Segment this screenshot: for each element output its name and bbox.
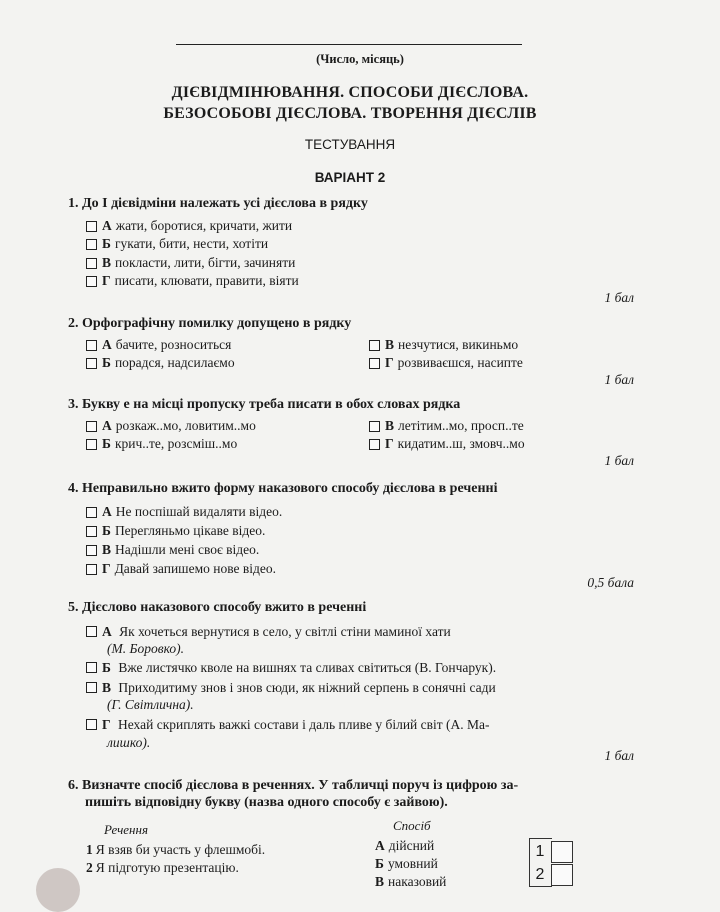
option-letter: А xyxy=(102,337,112,352)
q5-points: 1 бал xyxy=(604,748,634,763)
q5-option-b[interactable] xyxy=(86,658,637,677)
q1-option-a[interactable] xyxy=(86,218,292,234)
question-6-text-line2: пишіть відповідну букву (назва одного способу є зайвою). xyxy=(85,795,448,810)
q4-option-b[interactable] xyxy=(86,523,265,539)
option-text: Не поспішай видаляти відео. xyxy=(115,504,283,519)
mood-text: умовний xyxy=(387,856,438,871)
checkbox-icon[interactable] xyxy=(369,340,380,351)
q5-option-d[interactable] xyxy=(86,715,637,734)
question-1-text: 1. До І дієвідміни належать усі дієслова в рядку xyxy=(68,196,368,211)
option-body xyxy=(102,715,637,734)
checkbox-icon[interactable] xyxy=(86,564,97,575)
checkbox-icon[interactable] xyxy=(86,682,97,693)
q3-option-c[interactable] xyxy=(369,418,524,434)
question-2-text: 2. Орфографічну помилку допущено в рядку xyxy=(68,316,352,331)
q6-mood-a xyxy=(375,838,434,854)
option-letter: В xyxy=(102,680,112,695)
option-text: летітим..мо, просп..те xyxy=(398,418,524,433)
q5-option-a[interactable] xyxy=(86,622,637,641)
option-text: Як хочеться вернутися в село, у світлі стіни маминої хати xyxy=(119,624,451,639)
checkbox-icon[interactable] xyxy=(86,276,97,287)
q2-points: 1 бал xyxy=(604,372,634,387)
date-caption: (Число, місяць) xyxy=(316,52,404,66)
option-letter: Б xyxy=(102,660,111,675)
title-line-2: БЕЗОСОБОВІ ДІЄСЛОВА. ТВОРЕННЯ ДІЄСЛІВ xyxy=(163,105,537,122)
q6-mood-c xyxy=(375,874,446,890)
title-line-1: ДІЄВІДМІНЮВАННЯ. СПОСОБИ ДІЄСЛОВА. xyxy=(171,84,529,101)
checkbox-icon[interactable] xyxy=(86,239,97,250)
option-letter: В xyxy=(385,418,395,433)
option-text: гукати, бити, нести, хотіти xyxy=(114,236,269,251)
q1-option-c[interactable] xyxy=(86,255,295,271)
option-letter: Г xyxy=(102,273,111,288)
checkbox-icon[interactable] xyxy=(86,507,97,518)
checkbox-icon[interactable] xyxy=(369,358,380,369)
col-header-sentences: Речення xyxy=(104,822,148,837)
option-text: писати, клювати, правити, віяти xyxy=(114,273,299,288)
option-letter: Б xyxy=(102,355,111,370)
option-letter: А xyxy=(102,504,112,519)
sentence-text: Я підготую презентацію. xyxy=(95,860,239,875)
q5-option-d-cont: лишко). xyxy=(107,735,151,750)
checkbox-icon[interactable] xyxy=(86,258,97,269)
option-text: Надішли мені своє відео. xyxy=(115,542,260,557)
q2-option-a[interactable] xyxy=(86,337,231,353)
q1-option-b[interactable] xyxy=(86,236,268,252)
option-text: незчутися, викиньмо xyxy=(398,337,519,352)
option-text: Приходитиму знов і знов сюди, як ніжний серпень в сонячні сади xyxy=(118,680,496,695)
q4-option-a[interactable] xyxy=(86,504,282,520)
checkbox-icon[interactable] xyxy=(86,439,97,450)
option-body xyxy=(102,658,637,677)
answer-row-1 xyxy=(529,841,573,863)
q1-option-d[interactable] xyxy=(86,273,299,289)
option-letter: Б xyxy=(102,236,111,251)
option-body xyxy=(102,678,637,697)
option-text: кидатим..ш, змовч..мо xyxy=(397,436,525,451)
option-text: Нехай скриплять важкі состави і даль пливе у білий світ (А. Ма- xyxy=(117,717,490,732)
answer-row-number: 1 xyxy=(535,843,545,860)
testing-heading: ТЕСТУВАННЯ xyxy=(304,137,396,152)
option-letter: В xyxy=(102,255,112,270)
mood-text: дійсний xyxy=(388,838,435,853)
q5-option-c-cont: (Г. Світлична). xyxy=(107,697,194,712)
answer-table xyxy=(529,838,573,889)
q4-option-d[interactable] xyxy=(86,561,276,577)
option-letter: А xyxy=(102,624,112,639)
question-6-text-line1: 6. Визначте спосіб дієслова в реченнях. У табличці поруч із цифрою за- xyxy=(68,778,519,793)
answer-cell-1[interactable] xyxy=(551,841,573,863)
option-text: розвиваєшся, насипте xyxy=(397,355,523,370)
option-text: жати, боротися, кричати, жити xyxy=(115,218,293,233)
option-letter: Г xyxy=(385,355,394,370)
option-text: крич..те, розсміш..мо xyxy=(114,436,238,451)
checkbox-icon[interactable] xyxy=(369,421,380,432)
option-letter: Б xyxy=(102,523,111,538)
question-3-text: 3. Букву е на місці пропуску треба писати в обох словах рядка xyxy=(68,397,461,412)
answer-row-2 xyxy=(529,864,573,886)
col-header-mood: Спосіб xyxy=(393,818,431,833)
option-letter: Г xyxy=(385,436,394,451)
option-letter: Г xyxy=(102,717,111,732)
q2-option-b[interactable] xyxy=(86,355,235,371)
sentence-number: 2 xyxy=(86,860,93,875)
mood-letter: Б xyxy=(375,856,384,871)
checkbox-icon[interactable] xyxy=(86,421,97,432)
q3-option-b[interactable] xyxy=(86,436,237,452)
option-text: бачите, розноситься xyxy=(115,337,232,352)
checkbox-icon[interactable] xyxy=(86,626,97,637)
option-letter: В xyxy=(385,337,395,352)
option-text: Давай запишемо нове відео. xyxy=(114,561,276,576)
q5-option-c[interactable] xyxy=(86,678,637,697)
question-4-text: 4. Неправильно вжито форму наказового способу дієслова в реченні xyxy=(68,481,498,496)
option-text: Вже листячко кволе на вишнях та сливах світиться (В. Гончарук). xyxy=(118,660,497,675)
checkbox-icon[interactable] xyxy=(86,358,97,369)
sentence-text: Я взяв би участь у флешмобі. xyxy=(95,842,266,857)
option-body xyxy=(102,622,637,641)
question-5-text: 5. Дієслово наказового способу вжито в реченні xyxy=(68,600,367,615)
option-letter: В xyxy=(102,542,112,557)
q1-points: 1 бал xyxy=(604,290,634,305)
option-text: порадся, надсилаємо xyxy=(114,355,235,370)
variant-heading: ВАРІАНТ 2 xyxy=(314,170,386,185)
q3-option-d[interactable] xyxy=(369,436,525,452)
option-letter: Г xyxy=(102,561,111,576)
option-text: Перегляньмо цікаве відео. xyxy=(114,523,266,538)
option-text: покласти, лити, бігти, зачиняти xyxy=(115,255,296,270)
q2-option-c[interactable] xyxy=(369,337,518,353)
checkbox-icon[interactable] xyxy=(86,662,97,673)
option-letter: Б xyxy=(102,436,111,451)
q3-points: 1 бал xyxy=(604,453,634,468)
option-text: розкаж..мо, ловитим..мо xyxy=(115,418,256,433)
q6-mood-b xyxy=(375,856,438,872)
mood-letter: В xyxy=(375,874,385,889)
checkbox-icon[interactable] xyxy=(86,221,97,232)
option-letter: А xyxy=(102,418,112,433)
mood-text: наказовий xyxy=(388,874,447,889)
q5-option-a-cont: (М. Боровко). xyxy=(107,641,184,656)
checkbox-icon[interactable] xyxy=(86,545,97,556)
q4-option-c[interactable] xyxy=(86,542,259,558)
thumbnail-overlay xyxy=(36,868,80,912)
answer-row-number: 2 xyxy=(535,866,545,883)
q6-sentence-1 xyxy=(86,842,265,858)
q3-option-a[interactable] xyxy=(86,418,256,434)
checkbox-icon[interactable] xyxy=(86,526,97,537)
answer-cell-2[interactable] xyxy=(551,864,573,886)
checkbox-icon[interactable] xyxy=(86,719,97,730)
q2-option-d[interactable] xyxy=(369,355,523,371)
date-write-line xyxy=(176,44,522,45)
option-letter: А xyxy=(102,218,112,233)
q6-sentence-2 xyxy=(86,860,239,876)
checkbox-icon[interactable] xyxy=(369,439,380,450)
mood-letter: А xyxy=(375,838,385,853)
sentence-number: 1 xyxy=(86,842,93,857)
checkbox-icon[interactable] xyxy=(86,340,97,351)
q4-points: 0,5 бала xyxy=(587,575,634,590)
